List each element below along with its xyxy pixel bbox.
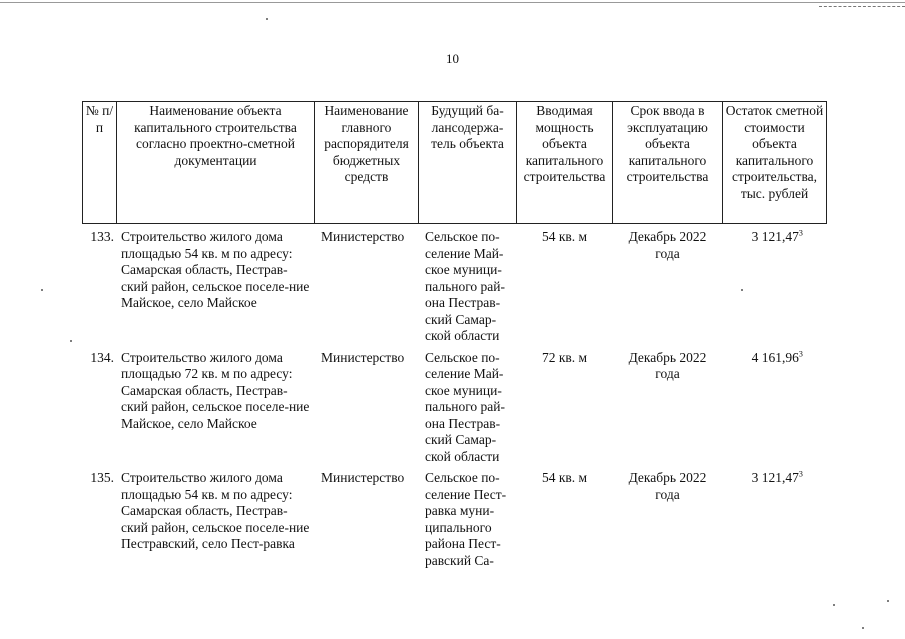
scan-dashed-mark bbox=[819, 6, 905, 7]
remaining-cost-value: 3 121,47 bbox=[751, 229, 799, 244]
row-number: 135. bbox=[90, 470, 114, 485]
scan-speck bbox=[887, 600, 889, 602]
scan-edge-line bbox=[0, 2, 905, 3]
row-number: 133. bbox=[90, 229, 114, 244]
header-object-name: Наименование объекта капитального строительства согласно проектно-сметной документации bbox=[117, 102, 315, 224]
scan-speck bbox=[266, 18, 268, 20]
remaining-cost-value: 4 161,96 bbox=[751, 349, 799, 365]
page-number: 10 bbox=[446, 51, 459, 66]
row-commissioning-date: Декабрь 2022 года bbox=[628, 229, 707, 261]
scan-speck bbox=[741, 289, 743, 291]
row-future-holder: Сельское по-селение Май-ское муници-пального рай-она Пестрав-ский Самар-ской области bbox=[425, 229, 505, 343]
row-remaining-cost bbox=[723, 224, 827, 345]
header-remaining-cost: Остаток сметной стоимости объекта капитального строительства, тыс. рублей bbox=[723, 102, 827, 224]
row-remaining-cost bbox=[723, 345, 827, 466]
remaining-cost-value: 3 121,47 bbox=[751, 470, 799, 485]
header-future-holder: Будущий ба-лансодержа-тель объекта bbox=[419, 102, 517, 224]
header-commissioning-date: Срок ввода в эксплуатацию объекта капитального строительства bbox=[613, 102, 723, 224]
row-commissioning-date: Декабрь 2022 года bbox=[628, 470, 707, 502]
header-capacity: Вводимая мощность объекта капитального строительства bbox=[517, 102, 613, 224]
row-object-name: Строительство жилого дома площадью 54 кв. м по адресу: Самарская область, Пестрав-ский район, сельское поселе-ние Пестравский, село Пест-равка bbox=[121, 470, 310, 551]
footnote-marker: 3 bbox=[798, 469, 803, 479]
scan-speck bbox=[833, 604, 835, 606]
footnote-marker: 3 bbox=[798, 228, 803, 238]
row-main-manager: Министерство bbox=[321, 229, 405, 244]
row-commissioning-date: Декабрь 2022 года bbox=[628, 349, 707, 381]
row-capacity: 54 кв. м bbox=[541, 470, 588, 485]
table-row bbox=[83, 224, 827, 345]
row-number: 134. bbox=[90, 349, 114, 365]
header-main-manager: Наименование главного распорядителя бюджетных средств bbox=[315, 102, 419, 224]
row-main-manager: Министерство bbox=[321, 470, 405, 485]
row-main-manager: Министерство bbox=[321, 349, 405, 365]
footnote-marker: 3 bbox=[798, 349, 803, 358]
table-row bbox=[83, 465, 827, 570]
scan-speck bbox=[41, 289, 43, 291]
row-capacity: 54 кв. м bbox=[541, 229, 588, 244]
row-object-name: Строительство жилого дома площадью 54 кв. м по адресу: Самарская область, Пестрав-ский район, сельское поселе-ние Майское, село Майское bbox=[121, 229, 310, 310]
header-number: № п/п bbox=[83, 102, 117, 224]
scan-speck bbox=[70, 340, 72, 342]
row-capacity: 72 кв. м bbox=[541, 349, 588, 365]
objects-table bbox=[82, 101, 827, 570]
row-object-name: Строительство жилого дома площадью 72 кв. м по адресу: Самарская область, Пестрав-ский район, сельское поселе-ние Майское, село Майское bbox=[121, 349, 310, 431]
row-future-holder: Сельское по-селение Пест-равка муни-ципального района Пест-равский Са- bbox=[425, 470, 507, 568]
table-row bbox=[83, 345, 827, 466]
table-header-row bbox=[83, 102, 827, 224]
row-future-holder: Сельское по-селение Май-ское муници-пального рай-она Пестрав-ский Самар-ской области bbox=[425, 349, 505, 464]
scan-speck bbox=[862, 627, 864, 629]
row-remaining-cost bbox=[723, 465, 827, 570]
